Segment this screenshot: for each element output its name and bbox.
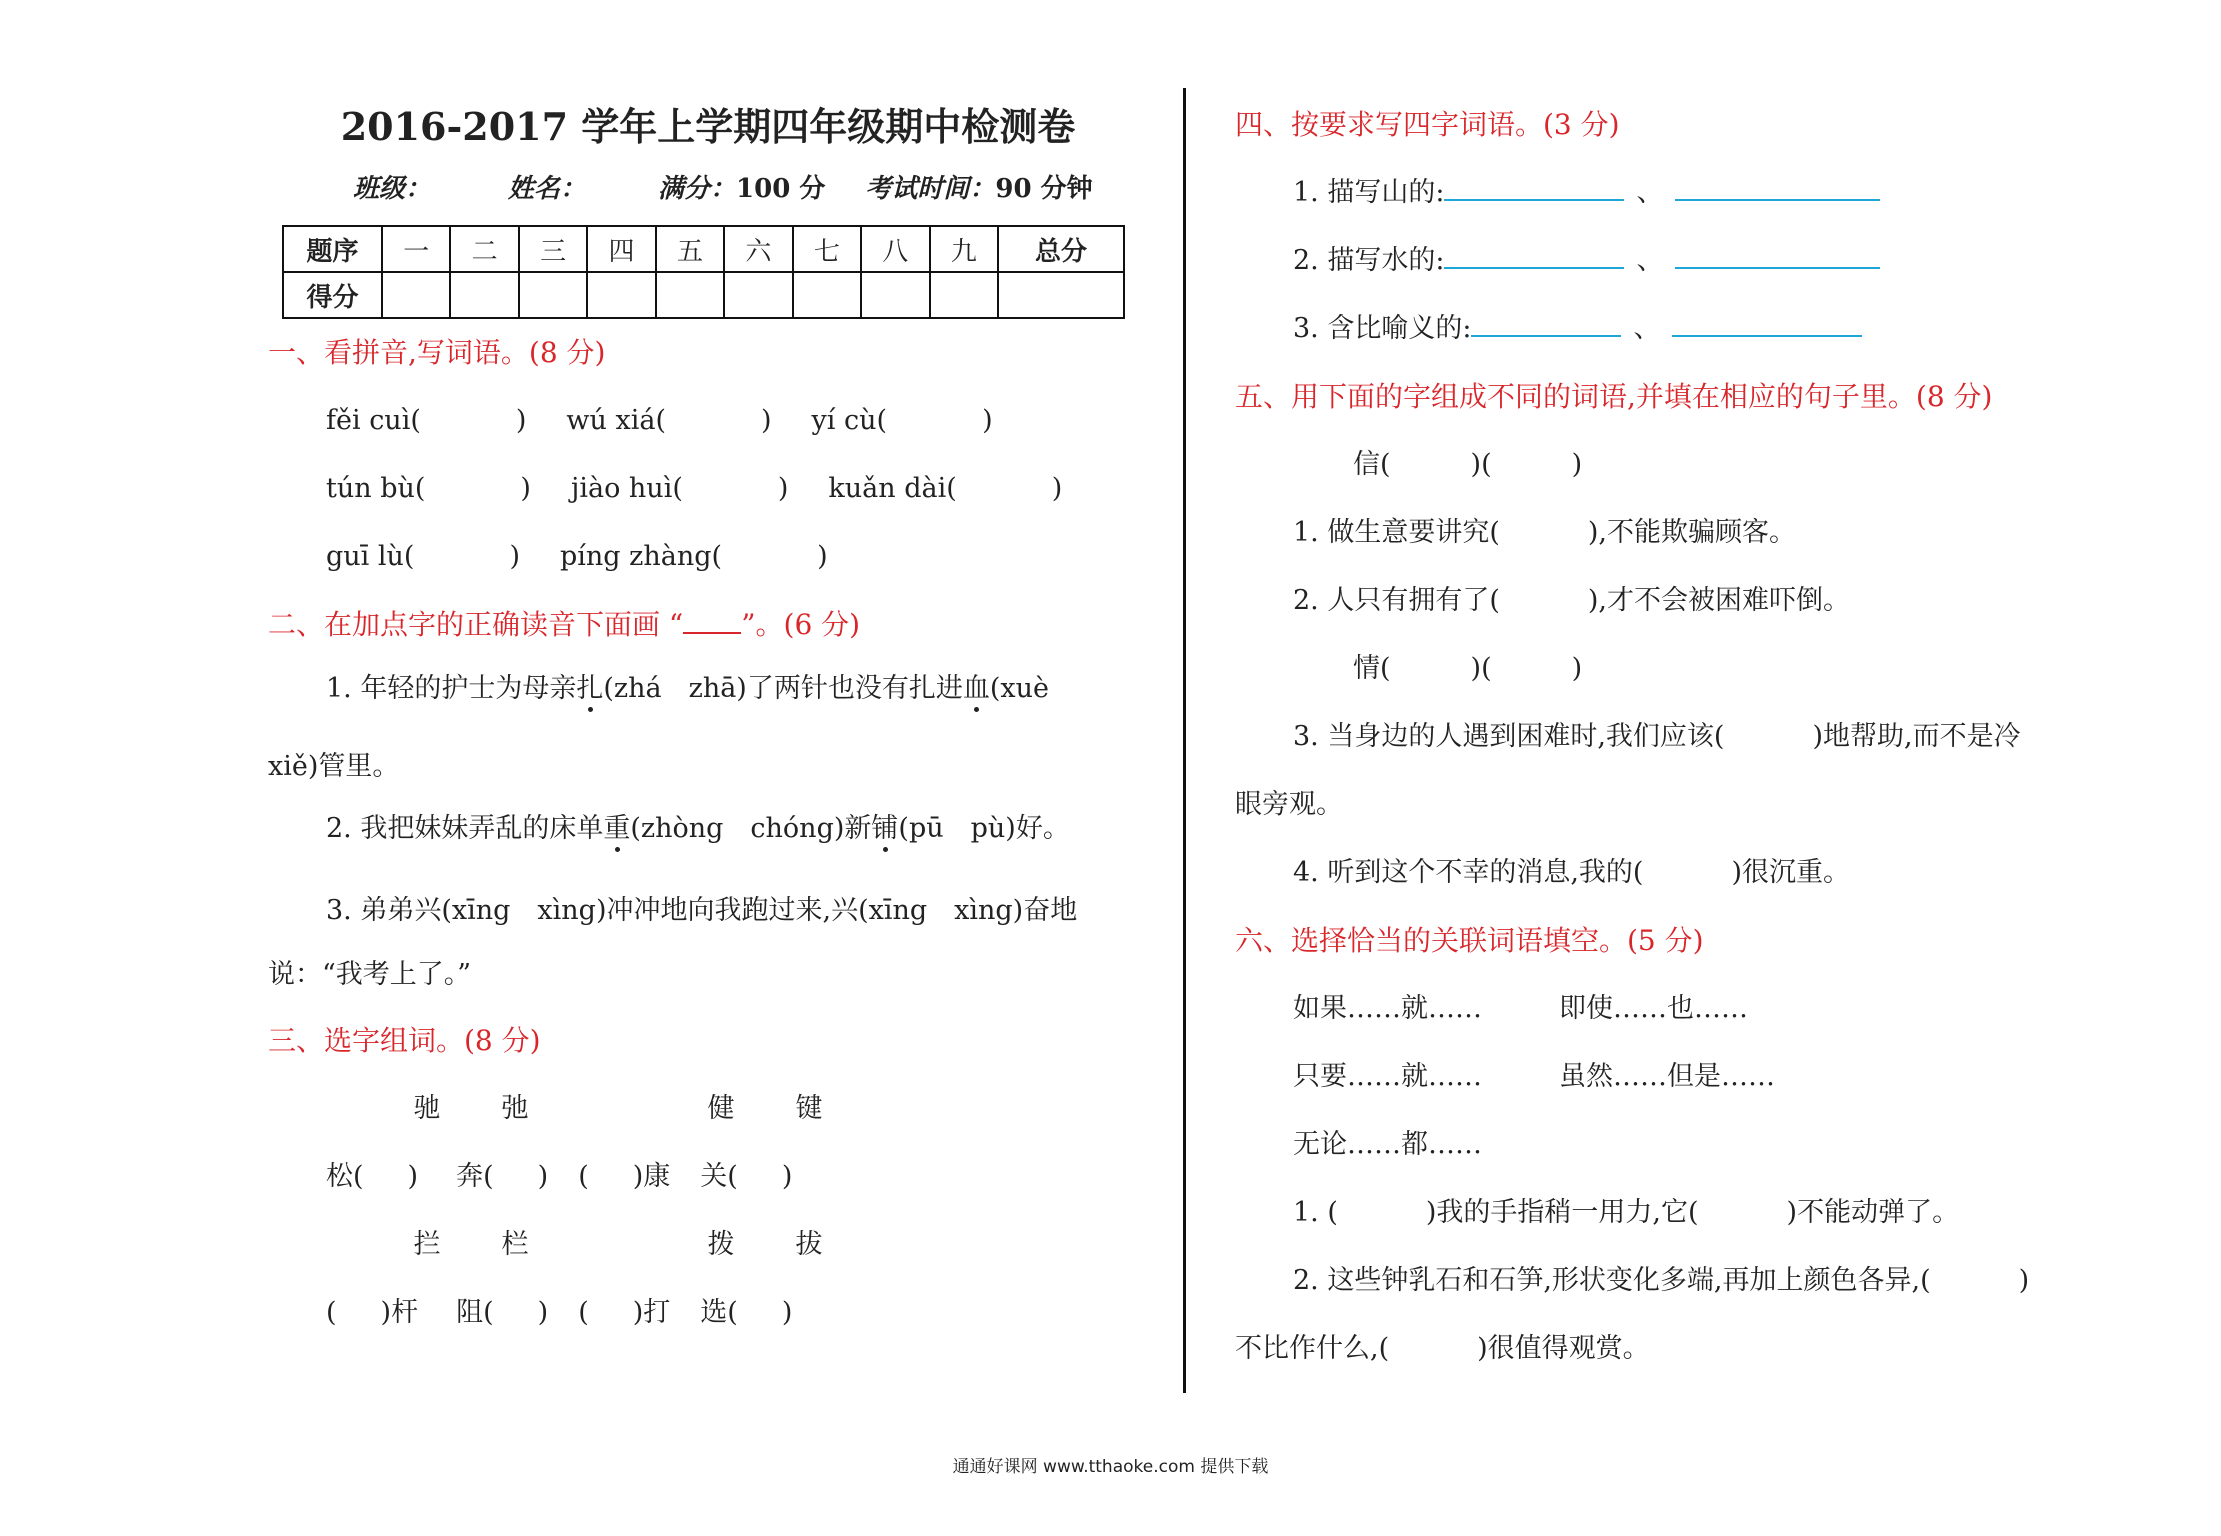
s2-q2-text-a: 2. 我把妹妹弄乱的床单 xyxy=(326,813,604,844)
s5-q1-text-a: 1. 做生意要讲究( xyxy=(1293,517,1500,548)
pinyin-item: wú xiá( xyxy=(566,405,666,436)
answer-blank[interactable] xyxy=(1675,179,1880,201)
s6-q2 xyxy=(1235,1247,2135,1315)
s2-q1 xyxy=(268,659,1148,735)
col-1: 一 xyxy=(382,226,450,272)
col-6: 六 xyxy=(724,226,792,272)
char-option: 栏 xyxy=(501,1229,529,1260)
page-title: 2016-2017 学年上学期四年级期中检测卷 xyxy=(340,104,1076,149)
score-cell[interactable] xyxy=(998,272,1124,318)
paren-close: ) xyxy=(982,405,993,436)
answer-blank[interactable] xyxy=(1672,315,1862,337)
s1-row-3 xyxy=(268,523,1148,591)
char-option: 拔 xyxy=(795,1229,823,1260)
s2-q1-cont: xiě)管里。 xyxy=(268,751,400,782)
col-5: 五 xyxy=(656,226,724,272)
dotted-char: 血 xyxy=(962,673,990,704)
score-info xyxy=(658,159,825,219)
dotted-char: 重 xyxy=(603,813,631,844)
s6-q1-text-a: 1. ( xyxy=(1293,1197,1338,1228)
s2-q2-text-c: (pū pù)好。 xyxy=(898,813,1070,844)
paren-close: ) xyxy=(817,541,828,572)
score-table-header-row xyxy=(283,226,1124,272)
score-table-score-row xyxy=(283,272,1124,318)
s4-q3-label: 3. 含比喻义的: xyxy=(1293,313,1472,344)
s5-q1 xyxy=(1235,499,2135,567)
score-cell[interactable] xyxy=(861,272,929,318)
section-6-title: 六、选择恰当的关联词语填空。(5 分) xyxy=(1235,924,1704,957)
char-blank-c: ) xyxy=(1571,449,1583,480)
s6-q2-text-c: 不比作什么,( xyxy=(1235,1333,1390,1364)
answer-blank[interactable] xyxy=(1675,247,1880,269)
conjunction-option: 如果……就…… xyxy=(1293,993,1482,1024)
footer-credit: 通通好课网 www.tthaoke.com 提供下载 xyxy=(952,1457,1269,1477)
s5-char-2 xyxy=(1235,635,2135,703)
s3-row-1 xyxy=(268,1143,1148,1211)
underline-sample xyxy=(683,614,741,634)
pinyin-item: guī lù( xyxy=(326,541,415,572)
separator: 、 xyxy=(1636,245,1664,276)
char-option: 拨 xyxy=(707,1229,735,1260)
s2-q2-text-b: (zhòng chóng)新 xyxy=(630,813,872,844)
s6-words-1 xyxy=(1235,975,2135,1043)
word-blank: 关( xyxy=(700,1161,738,1192)
section-1-title: 一、看拼音,写词语。(8 分) xyxy=(268,336,606,369)
class-label: 班级： xyxy=(353,174,432,204)
s2-q1-text-a: 1. 年轻的护士为母亲 xyxy=(326,673,577,704)
s6-words-2 xyxy=(1235,1043,2135,1111)
s4-q2-label: 2. 描写水的: xyxy=(1293,245,1445,276)
score-cell[interactable] xyxy=(587,272,655,318)
s2-q3: 3. 弟弟兴(xīng xìng)冲冲地向我跑过来,兴(xīng xìng)奋地 xyxy=(326,895,1078,926)
conjunction-option: 即使……也…… xyxy=(1559,993,1748,1024)
separator: 、 xyxy=(1633,313,1661,344)
left-column xyxy=(268,95,1148,1347)
s1-row-1 xyxy=(268,387,1148,455)
name-label: 姓名： xyxy=(508,174,587,204)
score-table xyxy=(282,225,1125,319)
paren-close: ) xyxy=(509,541,520,572)
paren-open: ( xyxy=(578,1297,589,1328)
word-blank: 奔( xyxy=(456,1161,494,1192)
s2-q2 xyxy=(268,799,1148,875)
paren-close: ) xyxy=(1051,473,1063,504)
s5-q2 xyxy=(1235,567,2135,635)
s6-q2-text-a: 2. 这些钟乳石和石笋,形状变化多端,再加上颜色各异,( xyxy=(1293,1265,1931,1296)
col-9: 九 xyxy=(930,226,999,272)
section-4-title: 四、按要求写四字词语。(3 分) xyxy=(1235,108,1620,141)
s3-row-2 xyxy=(268,1279,1148,1347)
s5-q3-text-b: )地帮助,而不是冷 xyxy=(1812,721,2021,752)
paren-close: ) xyxy=(781,1161,793,1192)
char-blank-a: 信( xyxy=(1353,449,1391,480)
word-blank: )杆 xyxy=(380,1297,419,1328)
score-cell[interactable] xyxy=(793,272,861,318)
s6-q2-cont xyxy=(1235,1315,2135,1383)
s6-q2-text-b: ) xyxy=(2018,1265,2030,1296)
s6-q1 xyxy=(1235,1179,2135,1247)
section-2-title-b: ”。(6 分) xyxy=(741,608,861,641)
s5-q2-text-a: 2. 人只有拥有了( xyxy=(1293,585,1500,616)
pinyin-item: fěi cuì( xyxy=(326,405,421,436)
s6-q2-text-d: )很值得观赏。 xyxy=(1477,1333,1650,1364)
answer-blank[interactable] xyxy=(1444,179,1624,201)
col-total: 总分 xyxy=(998,226,1124,272)
char-blank-c: ) xyxy=(1571,653,1583,684)
s5-q4 xyxy=(1235,839,2135,907)
score-cell[interactable] xyxy=(450,272,518,318)
pinyin-item: píng zhàng( xyxy=(560,541,723,572)
pinyin-item: tún bù( xyxy=(326,473,426,504)
word-blank: 选( xyxy=(700,1297,738,1328)
time-info xyxy=(865,159,1092,219)
col-2: 二 xyxy=(450,226,518,272)
char-blank-b: )( xyxy=(1470,449,1492,480)
dotted-char: 扎 xyxy=(576,673,604,704)
s5-q1-text-b: ),不能欺骗顾客。 xyxy=(1587,517,1797,548)
char-option: 拦 xyxy=(413,1229,441,1260)
section-2-title-a: 二、在加点字的正确读音下面画 “ xyxy=(268,608,684,641)
section-2-title xyxy=(268,591,1148,659)
separator: 、 xyxy=(1636,177,1664,208)
word-blank: )打 xyxy=(632,1297,671,1328)
paren-open: ( xyxy=(578,1161,589,1192)
char-blank-b: )( xyxy=(1470,653,1492,684)
s5-q4-text-b: )很沉重。 xyxy=(1731,857,1851,888)
char-option: 驰 xyxy=(413,1093,441,1124)
s5-q2-text-b: ),才不会被困难吓倒。 xyxy=(1587,585,1851,616)
paren-close: ) xyxy=(777,473,789,504)
s5-q3-cont: 眼旁观。 xyxy=(1235,789,1343,820)
char-option: 健 xyxy=(707,1093,735,1124)
word-blank: 松( xyxy=(326,1161,364,1192)
paren-close: ) xyxy=(781,1297,793,1328)
row-label-score: 得分 xyxy=(283,272,382,318)
pinyin-item: jiào huì( xyxy=(570,473,683,504)
char-option: 弛 xyxy=(501,1093,529,1124)
answer-blank[interactable] xyxy=(1471,315,1621,337)
time-value: 90 分钟 xyxy=(995,174,1093,204)
answer-blank[interactable] xyxy=(1444,247,1624,269)
conjunction-option: 无论……都…… xyxy=(1293,1129,1482,1160)
s4-q3 xyxy=(1235,295,2135,363)
paren-close: ) xyxy=(537,1161,549,1192)
char-option: 键 xyxy=(795,1093,823,1124)
paren-close: ) xyxy=(761,405,772,436)
dotted-char: 铺 xyxy=(871,813,899,844)
score-cell[interactable] xyxy=(656,272,724,318)
score-cell[interactable] xyxy=(930,272,999,318)
s4-q2 xyxy=(1235,227,2135,295)
s3-pair-1 xyxy=(268,1075,1148,1143)
s2-q1-text-c: (xuè xyxy=(989,673,1049,704)
paren-open: ( xyxy=(326,1297,337,1328)
s4-q1-label: 1. 描写山的: xyxy=(1293,177,1445,208)
s1-row-2 xyxy=(268,455,1148,523)
s5-q3 xyxy=(1235,703,2135,771)
s5-q3-text-a: 3. 当身边的人遇到困难时,我们应该( xyxy=(1293,721,1725,752)
time-label: 考试时间： xyxy=(865,174,996,204)
col-7: 七 xyxy=(793,226,861,272)
score-label: 满分： xyxy=(658,174,737,204)
paren-close: ) xyxy=(537,1297,549,1328)
word-blank: )康 xyxy=(632,1161,671,1192)
conjunction-option: 虽然……但是…… xyxy=(1559,1061,1775,1092)
col-4: 四 xyxy=(587,226,655,272)
s5-char-1 xyxy=(1235,431,2135,499)
score-cell[interactable] xyxy=(519,272,587,318)
score-value: 100 分 xyxy=(736,174,826,204)
pinyin-item: yí cù( xyxy=(811,405,888,436)
s5-q4-text-a: 4. 听到这个不幸的消息,我的( xyxy=(1293,857,1644,888)
paren-close: ) xyxy=(515,405,527,436)
score-cell[interactable] xyxy=(724,272,792,318)
section-3-title: 三、选字组词。(8 分) xyxy=(268,1024,541,1057)
s4-q1 xyxy=(1235,159,2135,227)
char-blank-a: 情( xyxy=(1353,653,1391,684)
right-column xyxy=(1235,95,2135,1383)
section-5-title: 五、用下面的字组成不同的词语,并填在相应的句子里。(8 分) xyxy=(1235,380,1993,413)
s2-q1-text-b: (zhá zhā)了两针也没有扎进 xyxy=(603,673,963,704)
paren-close: ) xyxy=(520,473,531,504)
s3-pair-2 xyxy=(268,1211,1148,1279)
exam-meta xyxy=(268,159,1148,219)
conjunction-option: 只要……就…… xyxy=(1293,1061,1482,1092)
column-divider xyxy=(1183,88,1186,1393)
s6-q1-text-b: )我的手指稍一用力,它( xyxy=(1425,1197,1699,1228)
paren-close: ) xyxy=(407,1161,419,1192)
col-3: 三 xyxy=(519,226,587,272)
col-8: 八 xyxy=(861,226,929,272)
s6-words-3 xyxy=(1235,1111,2135,1179)
word-blank: 阻( xyxy=(456,1297,494,1328)
pinyin-item: kuǎn dài( xyxy=(828,473,957,504)
score-cell[interactable] xyxy=(382,272,450,318)
s6-q1-text-c: )不能动弹了。 xyxy=(1786,1197,1960,1228)
row-label-number: 题序 xyxy=(283,226,382,272)
s2-q3-cont: 说：“我考上了。” xyxy=(268,959,472,990)
